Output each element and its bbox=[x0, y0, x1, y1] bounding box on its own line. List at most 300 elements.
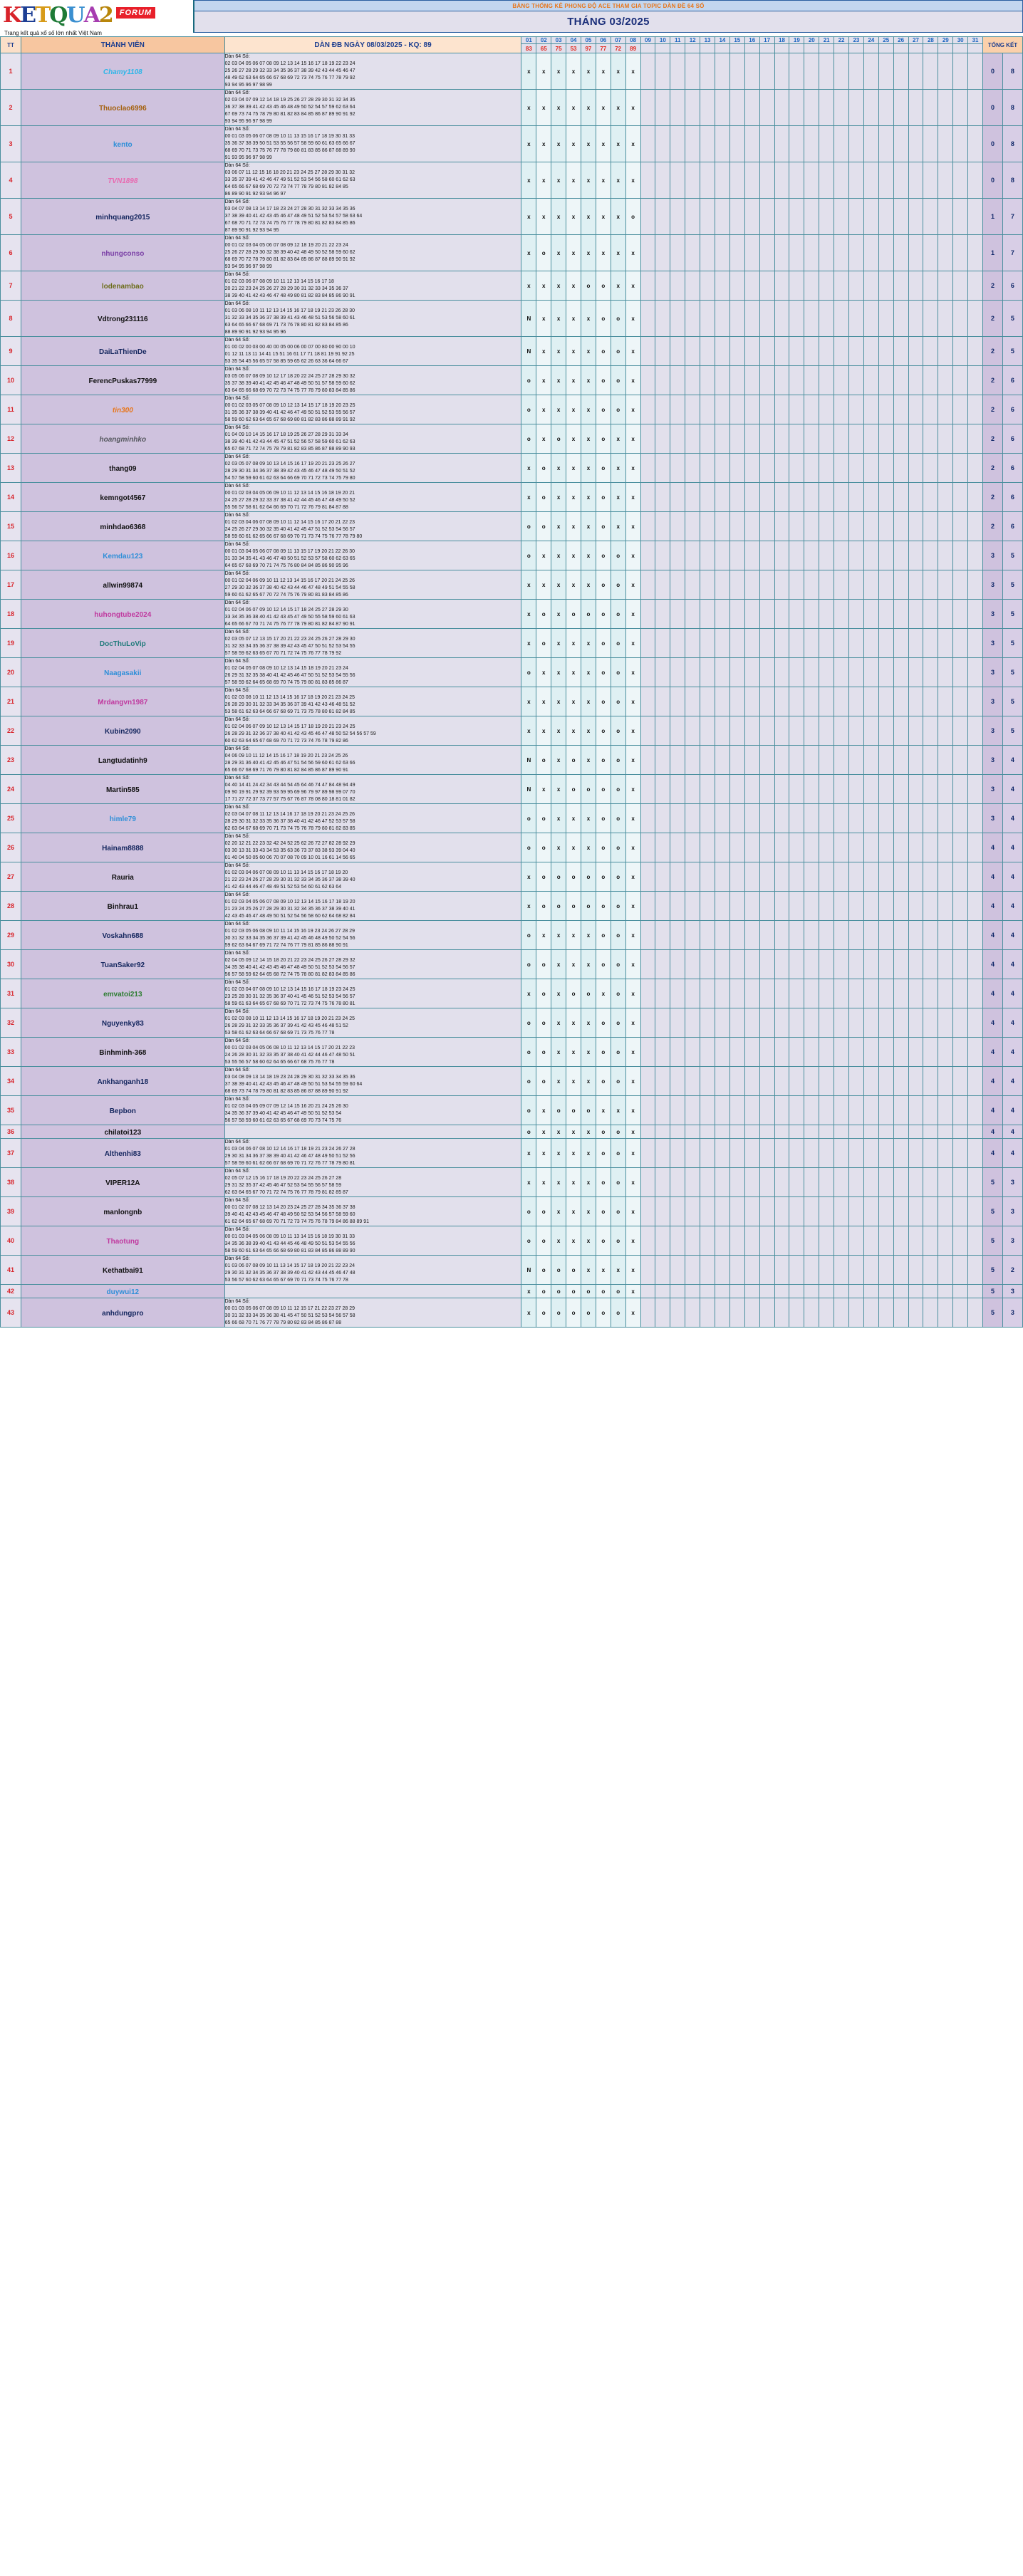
total-miss: 3 bbox=[983, 629, 1003, 658]
member-name[interactable]: nhungconso bbox=[101, 250, 145, 258]
row-index: 4 bbox=[1, 162, 21, 199]
mark-empty-21 bbox=[819, 629, 834, 658]
mark-empty-15 bbox=[729, 600, 744, 629]
mark-empty-22 bbox=[834, 541, 849, 570]
mark-empty-31 bbox=[968, 235, 983, 271]
total-hit: 8 bbox=[1002, 90, 1022, 126]
member-cell[interactable] bbox=[21, 950, 225, 979]
dan-numbers-cell bbox=[224, 162, 521, 199]
dan-number-line: 58 59 60 61 63 64 65 66 68 69 80 81 83 84 85 86 88 89 90 bbox=[224, 1248, 355, 1253]
member-cell[interactable] bbox=[21, 1096, 225, 1125]
mark-empty-21 bbox=[819, 1067, 834, 1096]
banner-title: BẢNG THỐNG KÊ PHONG ĐỘ ACE THAM GIA TOPIC DÀN ĐỀ 64 SỐ bbox=[193, 0, 1023, 11]
row-index: 2 bbox=[1, 90, 21, 126]
mark-day-07: o bbox=[611, 1139, 625, 1168]
mark-empty-20 bbox=[804, 570, 819, 600]
mark-day-03: x bbox=[551, 1168, 566, 1197]
table-row bbox=[1, 199, 1023, 235]
column-header-day-16: 16 bbox=[744, 37, 759, 44]
mark-empty-24 bbox=[863, 395, 878, 424]
mark-empty-28 bbox=[923, 921, 938, 950]
mark-empty-23 bbox=[849, 1139, 864, 1168]
member-cell[interactable] bbox=[21, 271, 225, 301]
mark-empty-20 bbox=[804, 126, 819, 162]
member-name[interactable]: Rauria bbox=[111, 874, 134, 882]
dan-number-line: 31 32 33 34 35 36 37 38 39 41 43 46 48 51 53 56 58 60 61 bbox=[224, 316, 355, 320]
member-name[interactable]: huhongtube2024 bbox=[94, 611, 152, 619]
mark-empty-18 bbox=[774, 1168, 789, 1197]
member-name[interactable]: hoangminhko bbox=[99, 436, 147, 444]
member-cell[interactable] bbox=[21, 483, 225, 512]
dan-number-line: 25 26 27 28 29 32 33 34 35 36 37 38 39 42 43 44 45 46 47 bbox=[224, 68, 355, 73]
member-name[interactable]: Thuoclao6996 bbox=[98, 105, 147, 113]
member-name[interactable]: chilatoi123 bbox=[104, 1129, 142, 1137]
total-hit: 4 bbox=[1002, 921, 1022, 950]
dan-number-line: 20 21 22 23 24 25 26 27 28 29 30 31 32 33 34 35 36 37 bbox=[224, 286, 348, 291]
mark-empty-15 bbox=[729, 629, 744, 658]
member-cell[interactable] bbox=[21, 1125, 225, 1139]
dan-number-line: 00 01 02 03 05 07 08 09 10 12 13 14 15 17 18 19 20 23 25 bbox=[224, 403, 355, 408]
row-index: 3 bbox=[1, 126, 21, 162]
mark-empty-18 bbox=[774, 1139, 789, 1168]
mark-empty-22 bbox=[834, 199, 849, 235]
mark-day-04: x bbox=[566, 126, 581, 162]
mark-empty-28 bbox=[923, 512, 938, 541]
member-cell[interactable] bbox=[21, 90, 225, 126]
member-name[interactable]: Voskahn688 bbox=[102, 932, 144, 940]
member-name[interactable]: kento bbox=[113, 141, 133, 149]
mark-empty-31 bbox=[968, 1139, 983, 1168]
mark-empty-23 bbox=[849, 804, 864, 833]
mark-empty-16 bbox=[744, 804, 759, 833]
member-name[interactable]: Naagasakii bbox=[104, 669, 142, 677]
mark-empty-19 bbox=[789, 570, 804, 600]
mark-day-05: x bbox=[581, 1067, 596, 1096]
mark-day-08: x bbox=[625, 1168, 640, 1197]
mark-empty-27 bbox=[908, 1125, 923, 1139]
mark-empty-18 bbox=[774, 53, 789, 90]
mark-day-04: x bbox=[566, 1197, 581, 1226]
member-name[interactable]: Kubin2090 bbox=[105, 728, 141, 736]
mark-empty-31 bbox=[968, 921, 983, 950]
member-name[interactable]: Althenhi83 bbox=[104, 1150, 141, 1158]
member-cell[interactable] bbox=[21, 570, 225, 600]
member-cell[interactable] bbox=[21, 1008, 225, 1038]
dan-label: Dàn 64 Số: bbox=[224, 1256, 250, 1261]
mark-empty-27 bbox=[908, 1298, 923, 1328]
member-cell[interactable] bbox=[21, 892, 225, 921]
mark-empty-31 bbox=[968, 541, 983, 570]
mark-empty-27 bbox=[908, 1197, 923, 1226]
member-cell[interactable] bbox=[21, 395, 225, 424]
row-index: 36 bbox=[1, 1125, 21, 1139]
member-cell[interactable] bbox=[21, 53, 225, 90]
mark-empty-09 bbox=[640, 454, 655, 483]
mark-empty-19 bbox=[789, 950, 804, 979]
member-cell[interactable] bbox=[21, 126, 225, 162]
mark-day-02: o bbox=[536, 746, 551, 775]
member-cell[interactable] bbox=[21, 199, 225, 235]
dan-label: Dàn 64 Số: bbox=[224, 338, 250, 343]
mark-empty-21 bbox=[819, 126, 834, 162]
mark-empty-23 bbox=[849, 162, 864, 199]
member-name[interactable]: DocThuLoVip bbox=[99, 640, 146, 648]
member-name[interactable]: himle79 bbox=[109, 815, 136, 823]
mark-day-08: x bbox=[625, 337, 640, 366]
mark-empty-28 bbox=[923, 301, 938, 337]
row-index: 24 bbox=[1, 775, 21, 804]
mark-empty-31 bbox=[968, 395, 983, 424]
member-name[interactable]: lodenambao bbox=[101, 283, 144, 291]
dan-numbers-cell bbox=[224, 512, 521, 541]
mark-empty-29 bbox=[938, 541, 953, 570]
member-name[interactable]: Chamy1108 bbox=[103, 68, 142, 76]
mark-empty-13 bbox=[700, 804, 715, 833]
mark-empty-31 bbox=[968, 833, 983, 862]
member-name[interactable]: minhquang2015 bbox=[95, 214, 150, 221]
mark-day-03: x bbox=[551, 126, 566, 162]
mark-empty-31 bbox=[968, 366, 983, 395]
mark-empty-12 bbox=[685, 1096, 700, 1125]
member-name[interactable]: VIPER12A bbox=[105, 1179, 140, 1187]
mark-empty-10 bbox=[655, 395, 670, 424]
mark-empty-23 bbox=[849, 424, 864, 454]
mark-empty-15 bbox=[729, 53, 744, 90]
mark-empty-12 bbox=[685, 746, 700, 775]
mark-day-07: o bbox=[611, 600, 625, 629]
mark-day-07: o bbox=[611, 658, 625, 687]
mark-day-03: x bbox=[551, 600, 566, 629]
dan-number-line: 00 01 02 07 08 12 13 14 20 23 24 25 27 28 34 35 36 37 38 bbox=[224, 1205, 355, 1210]
mark-day-01: N bbox=[521, 746, 536, 775]
mark-empty-31 bbox=[968, 950, 983, 979]
member-name[interactable]: Langtudatinh9 bbox=[98, 757, 147, 765]
member-name[interactable]: Kemdau123 bbox=[103, 553, 143, 560]
mark-empty-13 bbox=[700, 1256, 715, 1285]
table-row bbox=[1, 424, 1023, 454]
mark-day-07: o bbox=[611, 629, 625, 658]
total-hit: 5 bbox=[1002, 629, 1022, 658]
mark-empty-21 bbox=[819, 746, 834, 775]
mark-day-06: o bbox=[596, 716, 611, 746]
dan-number-line: 59 62 63 64 67 69 71 72 74 76 77 79 81 85 86 88 90 91 bbox=[224, 943, 348, 948]
member-cell[interactable] bbox=[21, 424, 225, 454]
mark-day-01: o bbox=[521, 1008, 536, 1038]
member-name[interactable]: allwin99874 bbox=[103, 582, 143, 590]
mark-empty-31 bbox=[968, 1197, 983, 1226]
mark-day-04: o bbox=[566, 892, 581, 921]
mark-empty-12 bbox=[685, 921, 700, 950]
member-cell[interactable] bbox=[21, 600, 225, 629]
member-name[interactable]: Hainam8888 bbox=[102, 845, 144, 852]
member-cell[interactable] bbox=[21, 629, 225, 658]
member-cell[interactable] bbox=[21, 541, 225, 570]
mark-day-05: x bbox=[581, 424, 596, 454]
column-header-member: THÀNH VIÊN bbox=[21, 37, 225, 53]
mark-empty-31 bbox=[968, 687, 983, 716]
table-row bbox=[1, 1038, 1023, 1067]
total-miss: 5 bbox=[983, 1197, 1003, 1226]
mark-day-07: o bbox=[611, 746, 625, 775]
member-name[interactable]: DaiLaThienDe bbox=[98, 348, 147, 356]
mark-day-04: x bbox=[566, 301, 581, 337]
mark-empty-23 bbox=[849, 454, 864, 483]
mark-day-08: x bbox=[625, 1298, 640, 1328]
mark-empty-29 bbox=[938, 337, 953, 366]
member-name[interactable]: Nguyenky83 bbox=[101, 1020, 144, 1028]
member-name[interactable]: Bepbon bbox=[109, 1107, 136, 1115]
mark-empty-28 bbox=[923, 716, 938, 746]
mark-empty-23 bbox=[849, 1096, 864, 1125]
mark-empty-26 bbox=[893, 658, 908, 687]
dan-numbers-cell bbox=[224, 271, 521, 301]
dan-number-line: 58 59 61 63 64 65 67 68 69 70 71 72 73 74 75 76 78 80 81 bbox=[224, 1001, 355, 1006]
mark-day-07: o bbox=[611, 921, 625, 950]
mark-empty-31 bbox=[968, 424, 983, 454]
mark-empty-26 bbox=[893, 483, 908, 512]
member-name[interactable]: thang09 bbox=[109, 465, 137, 473]
member-cell[interactable] bbox=[21, 716, 225, 746]
member-cell[interactable] bbox=[21, 337, 225, 366]
mark-day-01: o bbox=[521, 1226, 536, 1256]
mark-day-07: x bbox=[611, 199, 625, 235]
mark-day-08: x bbox=[625, 979, 640, 1008]
mark-day-03: o bbox=[551, 1298, 566, 1328]
mark-empty-13 bbox=[700, 53, 715, 90]
mark-empty-17 bbox=[759, 90, 774, 126]
mark-empty-18 bbox=[774, 950, 789, 979]
table-row bbox=[1, 1285, 1023, 1298]
mark-day-04: x bbox=[566, 162, 581, 199]
member-cell[interactable] bbox=[21, 512, 225, 541]
total-miss: 2 bbox=[983, 301, 1003, 337]
mark-empty-13 bbox=[700, 892, 715, 921]
mark-empty-10 bbox=[655, 162, 670, 199]
mark-day-05: x bbox=[581, 1008, 596, 1038]
mark-day-08: x bbox=[625, 600, 640, 629]
mark-day-08: x bbox=[625, 1038, 640, 1067]
mark-day-08: x bbox=[625, 1067, 640, 1096]
dan-number-line: 68 69 70 72 78 79 80 81 82 83 84 85 86 87 88 89 90 91 92 bbox=[224, 257, 355, 262]
mark-day-02: x bbox=[536, 126, 551, 162]
member-cell[interactable] bbox=[21, 746, 225, 775]
member-name[interactable]: FerencPuskas77999 bbox=[88, 377, 157, 385]
member-cell[interactable] bbox=[21, 1298, 225, 1328]
mark-empty-16 bbox=[744, 658, 759, 687]
mark-day-03: x bbox=[551, 541, 566, 570]
dan-number-line: 00 01 02 04 06 09 10 11 12 13 14 15 16 17 20 21 24 25 26 bbox=[224, 578, 355, 583]
mark-empty-28 bbox=[923, 541, 938, 570]
stats-table bbox=[0, 36, 1023, 1328]
table-row bbox=[1, 1008, 1023, 1038]
member-name[interactable]: Vdtrong231116 bbox=[98, 316, 148, 323]
member-cell[interactable] bbox=[21, 366, 225, 395]
mark-empty-31 bbox=[968, 1285, 983, 1298]
brand-column bbox=[0, 0, 193, 36]
column-header-day-02: 02 bbox=[536, 37, 551, 44]
mark-empty-17 bbox=[759, 53, 774, 90]
mark-empty-31 bbox=[968, 483, 983, 512]
total-miss: 2 bbox=[983, 271, 1003, 301]
mark-empty-26 bbox=[893, 53, 908, 90]
mark-empty-28 bbox=[923, 199, 938, 235]
mark-day-02: o bbox=[536, 235, 551, 271]
mark-empty-09 bbox=[640, 716, 655, 746]
mark-day-03: x bbox=[551, 454, 566, 483]
mark-day-08: x bbox=[625, 1197, 640, 1226]
mark-day-06: x bbox=[596, 126, 611, 162]
mark-empty-20 bbox=[804, 337, 819, 366]
row-index: 35 bbox=[1, 1096, 21, 1125]
member-cell[interactable] bbox=[21, 862, 225, 892]
table-row bbox=[1, 862, 1023, 892]
logo-letter: E bbox=[20, 3, 35, 28]
mark-day-03: x bbox=[551, 1038, 566, 1067]
member-cell[interactable] bbox=[21, 804, 225, 833]
member-cell[interactable] bbox=[21, 775, 225, 804]
member-cell[interactable] bbox=[21, 921, 225, 950]
row-index: 37 bbox=[1, 1139, 21, 1168]
member-cell[interactable] bbox=[21, 1285, 225, 1298]
mark-empty-22 bbox=[834, 570, 849, 600]
member-name[interactable]: duywui12 bbox=[106, 1288, 140, 1296]
mark-empty-30 bbox=[953, 804, 968, 833]
mark-empty-29 bbox=[938, 53, 953, 90]
member-name[interactable]: TVN1898 bbox=[108, 177, 138, 185]
dan-label: Dàn 64 Số: bbox=[224, 1068, 250, 1073]
mark-empty-27 bbox=[908, 395, 923, 424]
member-cell[interactable] bbox=[21, 833, 225, 862]
member-name[interactable]: Thaotung bbox=[106, 1238, 140, 1246]
mark-day-03: x bbox=[551, 1125, 566, 1139]
total-miss: 4 bbox=[983, 1125, 1003, 1139]
member-name[interactable]: minhdao6368 bbox=[100, 523, 146, 531]
member-cell[interactable] bbox=[21, 454, 225, 483]
mark-day-01: x bbox=[521, 1298, 536, 1328]
member-name[interactable]: anhdungpro bbox=[102, 1310, 144, 1318]
member-cell[interactable] bbox=[21, 979, 225, 1008]
member-cell[interactable] bbox=[21, 687, 225, 716]
mark-empty-11 bbox=[670, 162, 685, 199]
mark-empty-16 bbox=[744, 833, 759, 862]
member-name[interactable]: manlongnb bbox=[103, 1209, 142, 1216]
dan-number-line: 91 93 95 96 97 98 99 bbox=[224, 155, 272, 160]
mark-empty-14 bbox=[715, 716, 729, 746]
column-header-day-06: 06 bbox=[596, 37, 611, 44]
dan-number-line: 02 04 05 09 12 14 15 18 20 21 22 23 24 25 26 27 28 29 32 bbox=[224, 958, 355, 963]
mark-empty-23 bbox=[849, 271, 864, 301]
row-index: 6 bbox=[1, 235, 21, 271]
member-name[interactable]: Martin585 bbox=[105, 786, 140, 794]
dan-number-line: 03 04 07 08 13 14 17 18 23 24 27 28 30 31 32 33 34 35 36 bbox=[224, 207, 355, 212]
table-row bbox=[1, 454, 1023, 483]
mark-empty-24 bbox=[863, 162, 878, 199]
mark-empty-16 bbox=[744, 1038, 759, 1067]
mark-day-02: o bbox=[536, 1226, 551, 1256]
mark-empty-25 bbox=[878, 1038, 893, 1067]
mark-empty-28 bbox=[923, 235, 938, 271]
mark-empty-31 bbox=[968, 658, 983, 687]
member-cell[interactable] bbox=[21, 1197, 225, 1226]
mark-empty-15 bbox=[729, 1125, 744, 1139]
member-name[interactable]: Binhrau1 bbox=[107, 903, 138, 911]
member-cell[interactable] bbox=[21, 1139, 225, 1168]
member-cell[interactable] bbox=[21, 1226, 225, 1256]
mark-empty-29 bbox=[938, 1125, 953, 1139]
mark-empty-21 bbox=[819, 950, 834, 979]
member-cell[interactable] bbox=[21, 1168, 225, 1197]
total-miss: 1 bbox=[983, 235, 1003, 271]
dan-numbers-cell bbox=[224, 1096, 521, 1125]
mark-day-06: o bbox=[596, 1038, 611, 1067]
row-index: 30 bbox=[1, 950, 21, 979]
dan-number-line: 01 02 04 06 07 09 10 12 14 15 17 18 24 25 27 28 29 30 bbox=[224, 608, 348, 612]
mark-day-02: o bbox=[536, 950, 551, 979]
member-cell[interactable] bbox=[21, 1256, 225, 1285]
dan-numbers-cell bbox=[224, 746, 521, 775]
member-name[interactable]: Binhminh-368 bbox=[99, 1049, 147, 1057]
member-name[interactable]: Ankhanganh18 bbox=[97, 1078, 149, 1086]
mark-empty-19 bbox=[789, 775, 804, 804]
member-cell[interactable] bbox=[21, 1038, 225, 1067]
dan-number-line: 93 94 95 96 97 98 99 bbox=[224, 83, 272, 88]
mark-empty-26 bbox=[893, 1168, 908, 1197]
mark-day-06: o bbox=[596, 892, 611, 921]
mark-day-02: x bbox=[536, 271, 551, 301]
mark-empty-27 bbox=[908, 804, 923, 833]
site-logo[interactable] bbox=[3, 2, 193, 29]
dan-label: Dàn 64 Số: bbox=[224, 922, 250, 927]
mark-empty-27 bbox=[908, 1038, 923, 1067]
mark-empty-22 bbox=[834, 1285, 849, 1298]
mark-day-08: x bbox=[625, 1256, 640, 1285]
mark-day-05: o bbox=[581, 271, 596, 301]
dan-number-line: 01 03 06 07 08 09 10 11 13 14 15 17 18 19 20 21 22 23 24 bbox=[224, 1263, 355, 1268]
mark-day-01: o bbox=[521, 512, 536, 541]
mark-empty-11 bbox=[670, 235, 685, 271]
mark-empty-09 bbox=[640, 833, 655, 862]
member-cell[interactable] bbox=[21, 235, 225, 271]
mark-empty-17 bbox=[759, 570, 774, 600]
member-name[interactable]: TuanSaker92 bbox=[100, 961, 145, 969]
row-index: 14 bbox=[1, 483, 21, 512]
member-name[interactable]: Kethatbai91 bbox=[102, 1267, 143, 1275]
mark-empty-12 bbox=[685, 337, 700, 366]
member-name[interactable]: kemngot4567 bbox=[100, 494, 146, 502]
day-result-31 bbox=[968, 44, 983, 53]
mark-empty-11 bbox=[670, 716, 685, 746]
member-name[interactable]: emvatoi213 bbox=[103, 991, 142, 998]
mark-empty-11 bbox=[670, 366, 685, 395]
mark-day-05: x bbox=[581, 833, 596, 862]
mark-empty-14 bbox=[715, 1139, 729, 1168]
member-cell[interactable] bbox=[21, 162, 225, 199]
member-cell[interactable] bbox=[21, 658, 225, 687]
member-name[interactable]: Mrdangvn1987 bbox=[98, 699, 148, 706]
mark-day-02: x bbox=[536, 199, 551, 235]
mark-empty-31 bbox=[968, 53, 983, 90]
mark-empty-23 bbox=[849, 395, 864, 424]
member-cell[interactable] bbox=[21, 301, 225, 337]
mark-empty-11 bbox=[670, 600, 685, 629]
total-hit: 5 bbox=[1002, 658, 1022, 687]
member-name[interactable]: tin300 bbox=[112, 407, 133, 414]
mark-empty-30 bbox=[953, 716, 968, 746]
mark-day-01: o bbox=[521, 1197, 536, 1226]
forum-badge[interactable]: FORUM bbox=[115, 6, 156, 19]
total-hit: 8 bbox=[1002, 53, 1022, 90]
member-cell[interactable] bbox=[21, 1067, 225, 1096]
